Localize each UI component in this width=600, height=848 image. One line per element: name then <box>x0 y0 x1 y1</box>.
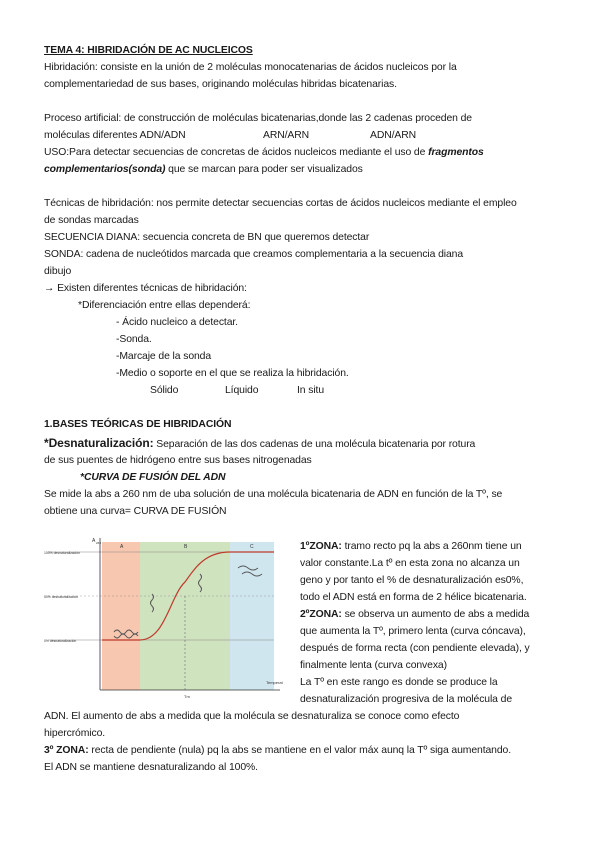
zona2-label: 2ºZONA: <box>300 609 342 620</box>
uso-text: USO:Para detectar secuencias de concretas de ácidos nucleicos mediante el uso de <box>44 147 429 158</box>
y-axis-sub: 260 <box>96 541 102 545</box>
existen-line: → Existen diferentes técnicas de hibridación: <box>44 283 247 294</box>
uso-complementarios: complementarios(sonda) <box>44 164 166 175</box>
uso-line-2 <box>44 163 363 177</box>
desnaturalizacion-line <box>44 436 475 452</box>
zona2-line-3: después de forma recta (con pendiente elevada), y <box>300 643 530 654</box>
desnaturalizacion-line-2: de sus puentes de hidrógeno entre sus bases nitrogenadas <box>44 455 312 466</box>
curva-fusion-title: *CURVA DE FUSIÓN DEL ADN <box>80 472 226 483</box>
soporte-in-situ: In situ <box>297 385 325 396</box>
secuencia-diana: SECUENCIA DIANA: secuencia concreta de BN que queremos detectar <box>44 232 370 243</box>
zona1-label: 1ºZONA: <box>300 541 342 552</box>
level-50-label: 50% desnaturalización <box>44 595 79 599</box>
item-sonda: -Sonda. <box>116 334 152 345</box>
proceso-line-1: Proceso artificial: de construcción de moléculas bicatenarias,donde las 2 cadenas proceden de <box>44 113 472 124</box>
tm-label: Tm <box>184 694 190 699</box>
zone-c-label: C <box>250 544 254 550</box>
melting-curve-figure <box>40 532 292 704</box>
zona3-line-2: El ADN se mantiene desnaturalizando al 100%. <box>44 762 258 773</box>
desnaturalizacion-text: Separación de las dos cadenas de una molécula bicatenaria por rotura <box>153 439 476 450</box>
proceso-arn-arn: ARN/ARN <box>263 130 310 141</box>
zone-a-label: A <box>120 544 124 550</box>
uso-visualizados: que se marcan para poder ser visualizados <box>165 164 363 175</box>
item-medio: -Medio o soporte en el que se realiza la hibridación. <box>116 368 349 379</box>
soporte-solido: Sólido <box>150 385 179 396</box>
proceso-line-2 <box>44 129 417 143</box>
zona2-text-1: se observa un aumento de abs a medida <box>341 609 530 620</box>
zona2-line-2: que aumenta la Tº, primero lenta (curva cóncava), <box>300 626 526 637</box>
section-bases-teoricas: 1.BASES TEÓRICAS DE HIBRIDACIÓN <box>44 419 232 430</box>
proceso-adn-adn: moléculas diferentes ADN/ADN <box>44 130 186 141</box>
level-0-label: 0% desnaturalización <box>44 639 77 643</box>
item-acido: - Ácido nucleico a detectar. <box>116 317 238 328</box>
zona2-line-5: La Tº en este rango es donde se produce la <box>300 677 498 688</box>
zona1-line-1 <box>300 540 522 554</box>
uso-line-1 <box>44 146 484 160</box>
zona3-line-1 <box>44 744 511 758</box>
adn-line-1: ADN. El aumento de abs a medida que la molécula se desnaturaliza se conoce como efecto <box>44 711 460 722</box>
x-axis-label: Temperat <box>266 680 283 685</box>
zona1-line-3: geno y por tanto el % de desnaturalización es0%, <box>300 575 524 586</box>
tecnicas-line-1: Técnicas de hibridación: nos permite detectar secuencias cortas de ácidos nucleicos mediante el empleo <box>44 198 517 209</box>
diferenciacion-line: *Diferenciación entre ellas dependerá: <box>78 300 251 311</box>
level-100-label: 100% desnaturalización <box>44 551 81 555</box>
desnaturalizacion-label: *Desnaturalización: <box>44 436 154 450</box>
intro-line-1: Hibridación: consiste en la unión de 2 moléculas monocatenarias de ácidos nucleicos por la <box>44 62 457 73</box>
sonda-definition: SONDA: cadena de nucleótidos marcada que creamos complementaria a la secuencia diana <box>44 249 464 260</box>
uso-fragmentos: fragmentos <box>428 147 484 158</box>
zone-c-band <box>230 542 274 690</box>
zone-b-label: B <box>184 544 188 550</box>
zona1-line-2: valor constante.La tº en esta zona no alcanza un <box>300 558 520 569</box>
page-title: TEMA 4: HIBRIDACIÓN DE AC NUCLEICOS <box>44 45 253 56</box>
zona2-line-1 <box>300 608 529 622</box>
zona2-line-6: desnaturalización progresiva de la molécula de <box>300 694 513 705</box>
zona1-line-4: todo el ADN está en forma de 2 hélice bicatenaria. <box>300 592 527 603</box>
zone-a-band <box>102 542 140 690</box>
soporte-liquido: Líquido <box>225 385 259 396</box>
intro-line-2: complementariedad de sus bases, originando moléculas hibridas bicatenarias. <box>44 79 397 90</box>
y-axis-label: A <box>92 538 96 544</box>
adn-line-2: hipercrómico. <box>44 728 106 739</box>
tecnicas-line-2: de sondas marcadas <box>44 215 139 226</box>
proceso-adn-arn: ADN/ARN <box>370 130 417 141</box>
item-marcaje: -Marcaje de la sonda <box>116 351 212 362</box>
zona3-text: recta de pendiente (nula) pq la abs se mantiene en el valor máx aunq la Tº siga aumentando. <box>88 745 511 756</box>
zona2-line-4: finalmente lenta (curva convexa) <box>300 660 447 671</box>
mide-line-1: Se mide la abs a 260 nm de uba solución de una molécula bicatenaria de ADN en función de la Tº, se <box>44 489 503 500</box>
mide-line-2: obtiene una curva= CURVA DE FUSIÓN <box>44 506 227 517</box>
zona3-label: 3º ZONA: <box>44 745 89 756</box>
zona1-text-1: tramo recto pq la abs a 260nm tiene un <box>341 541 522 552</box>
dibujo-note: dibujo <box>44 266 72 277</box>
